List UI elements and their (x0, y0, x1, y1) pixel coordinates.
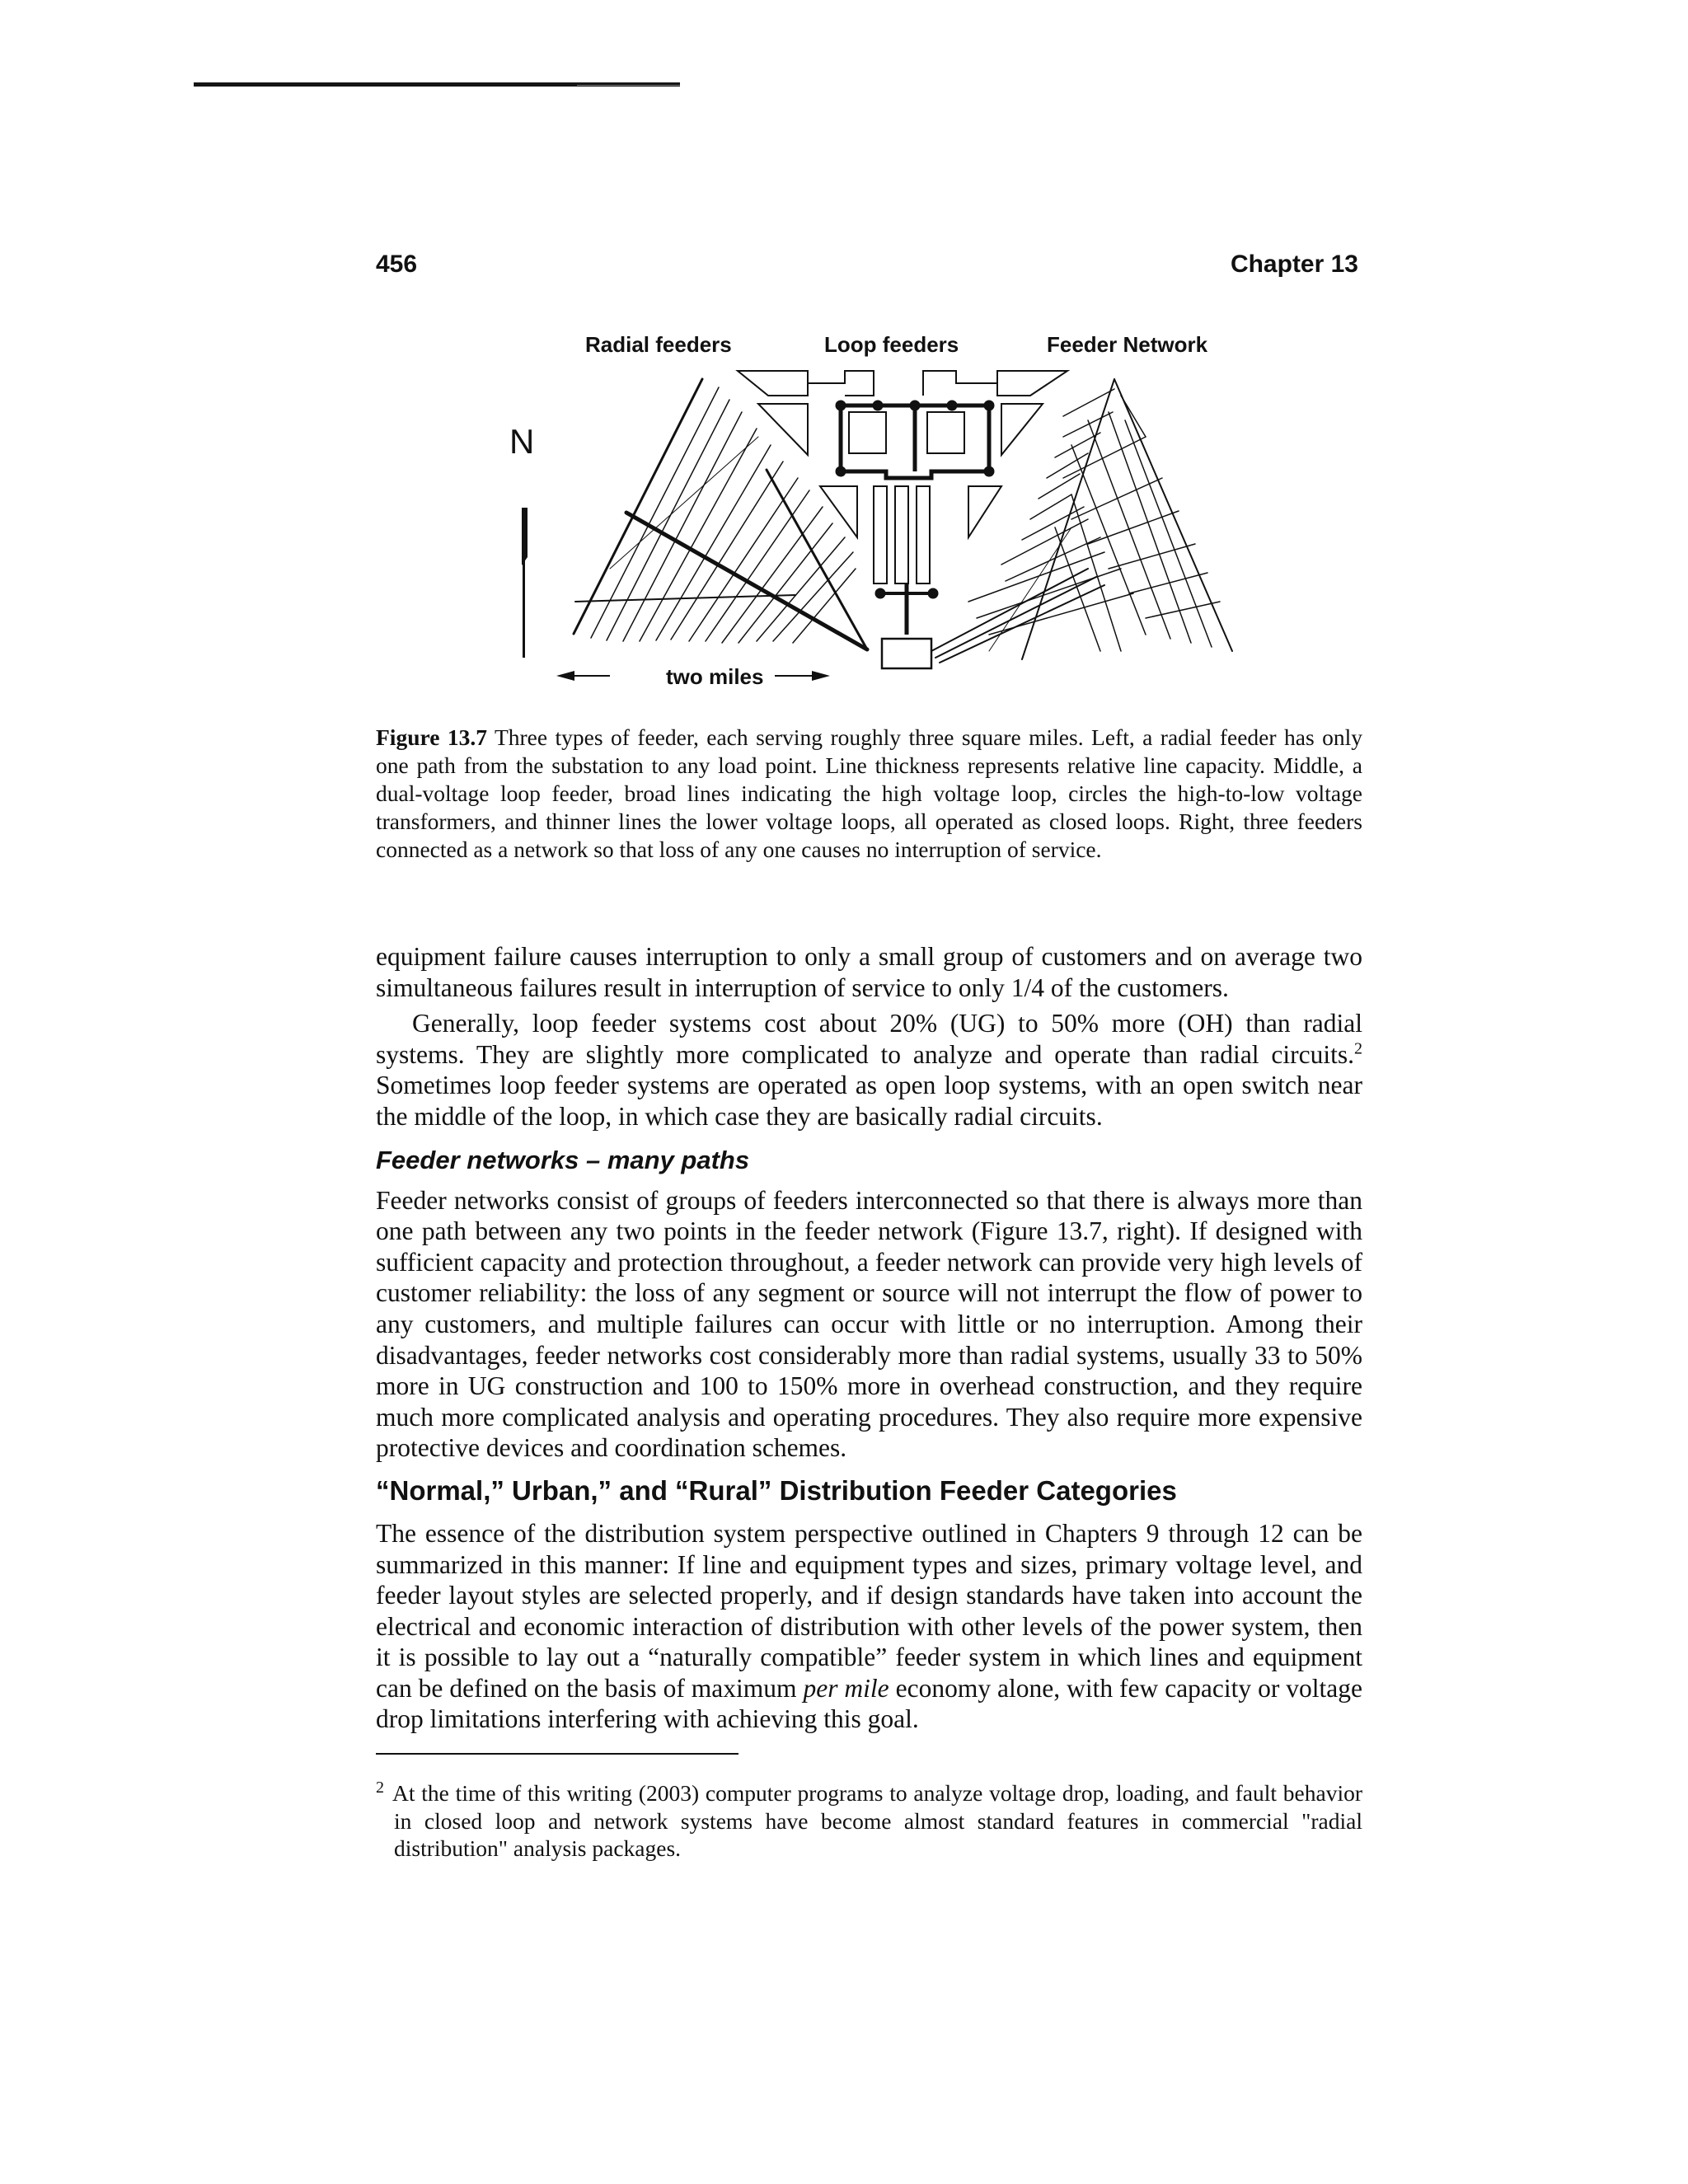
paragraph-loop-cost-text: Generally, loop feeder systems cost about 20% (UG) to 50% more (OH) than radial systems. They are slightly more complicated to analyze and operate than radial circuits. (376, 1009, 1362, 1069)
loop-feeders-diagram (738, 371, 1067, 668)
footnote-text: At the time of this writing (2003) computer programs to analyze voltage drop, loading, and fault behavior in closed loop and network systems have become almost standard features in commercial "radial distribution" analysis packages. (392, 1780, 1362, 1862)
north-arrow-icon (522, 508, 528, 658)
page-number: 456 (376, 251, 418, 278)
figure-caption-label: Figure 13.7 (376, 724, 487, 750)
scan-edge-rule-thin (577, 85, 680, 86)
paragraph-feeder-networks: Feeder networks consist of groups of feeders interconnected so that there is always more than one path between any two points in the feeder network (Figure 13.7, right). If designed with sufficient capacity and protection throughout, a feeder network can provide very high levels of customer reliability: the loss of any segment or source will not interrupt the flow of power to any customers, and multiple failures can occur with little or no interruption. Among their disadvantages, feeder networks cost considerably more than radial systems, usually 33 to 50% more in UG construction and 100 to 150% more in overhead construction, and they require much more complicated analysis and operating procedures. They also require more expensive protective devices and coordination schemes. (376, 1185, 1362, 1463)
scale-label: two miles (666, 664, 764, 689)
radial-feeders-diagram (574, 379, 867, 649)
per-mile-emphasis: per mile (803, 1673, 889, 1703)
paragraph-essence (376, 1518, 1362, 1735)
label-feeder-network: Feeder Network (1047, 332, 1208, 357)
arrow-left-icon (556, 671, 574, 681)
paragraph-equipment-failure: equipment failure causes interruption to only a small group of customers and on average two simultaneous failures result in interruption of service to only 1/4 of the customers. (376, 942, 1362, 1002)
north-label: N (509, 422, 535, 461)
footnote-mark: 2 (376, 1778, 384, 1797)
running-head-chapter: Chapter 13 (1230, 251, 1358, 278)
figure-caption (376, 724, 1362, 864)
paragraph-essence-text-cont: economy alone, with few capacity or voltage drop limitations interfering with achieving this goal. (376, 1673, 1362, 1734)
label-radial-feeders: Radial feeders (585, 332, 732, 357)
paragraph-loop-cost (376, 1008, 1362, 1132)
substation-box (882, 639, 931, 668)
paragraph-essence-text: The essence of the distribution system perspective outlined in Chapters 9 through 12 can be summarized in this manner: If line and equipment types and sizes, primary voltage level, and feeder layout styles are selected properly, and if design standards have taken into account the electrical and economic interaction of distribution with other levels of the power system, then it is possible to lay out a “naturally compatible” feeder system in which lines and equipment can be defined on the basis of maximum (376, 1518, 1362, 1703)
footnote-reference: 2 (1354, 1039, 1362, 1058)
arrow-right-icon (812, 671, 830, 681)
heading-feeder-categories: “Normal,” Urban,” and “Rural” Distribution Feeder Categories (376, 1474, 1177, 1506)
paragraph-loop-cost-text-cont: Sometimes loop feeder systems are operated as open loop systems, with an open switch near the middle of the loop, in which case they are basically radial circuits. (376, 1071, 1362, 1131)
figure-13-7-diagram (495, 321, 1261, 709)
label-loop-feeders: Loop feeders (824, 332, 959, 357)
figure-caption-text: Three types of feeder, each serving roughly three square miles. Left, a radial feeder has only one path from the substation to any load point. Line thickness represents relative line capacity. Middle, a dual-voltage loop feeder, broad lines indicating the high voltage loop, circles the high-to-low voltage transformers, and thinner lines the lower voltage loops, all operated as closed loops. Right, three feeders connected as a network so that loss of any one causes no interruption of service. (376, 724, 1362, 862)
main-text (376, 941, 1362, 1863)
scale-bar (556, 664, 830, 689)
heading-feeder-networks: Feeder networks – many paths (376, 1145, 750, 1174)
footnote (376, 1779, 1362, 1863)
footnote-divider (376, 1753, 738, 1755)
feeder-network-diagram (931, 379, 1232, 663)
